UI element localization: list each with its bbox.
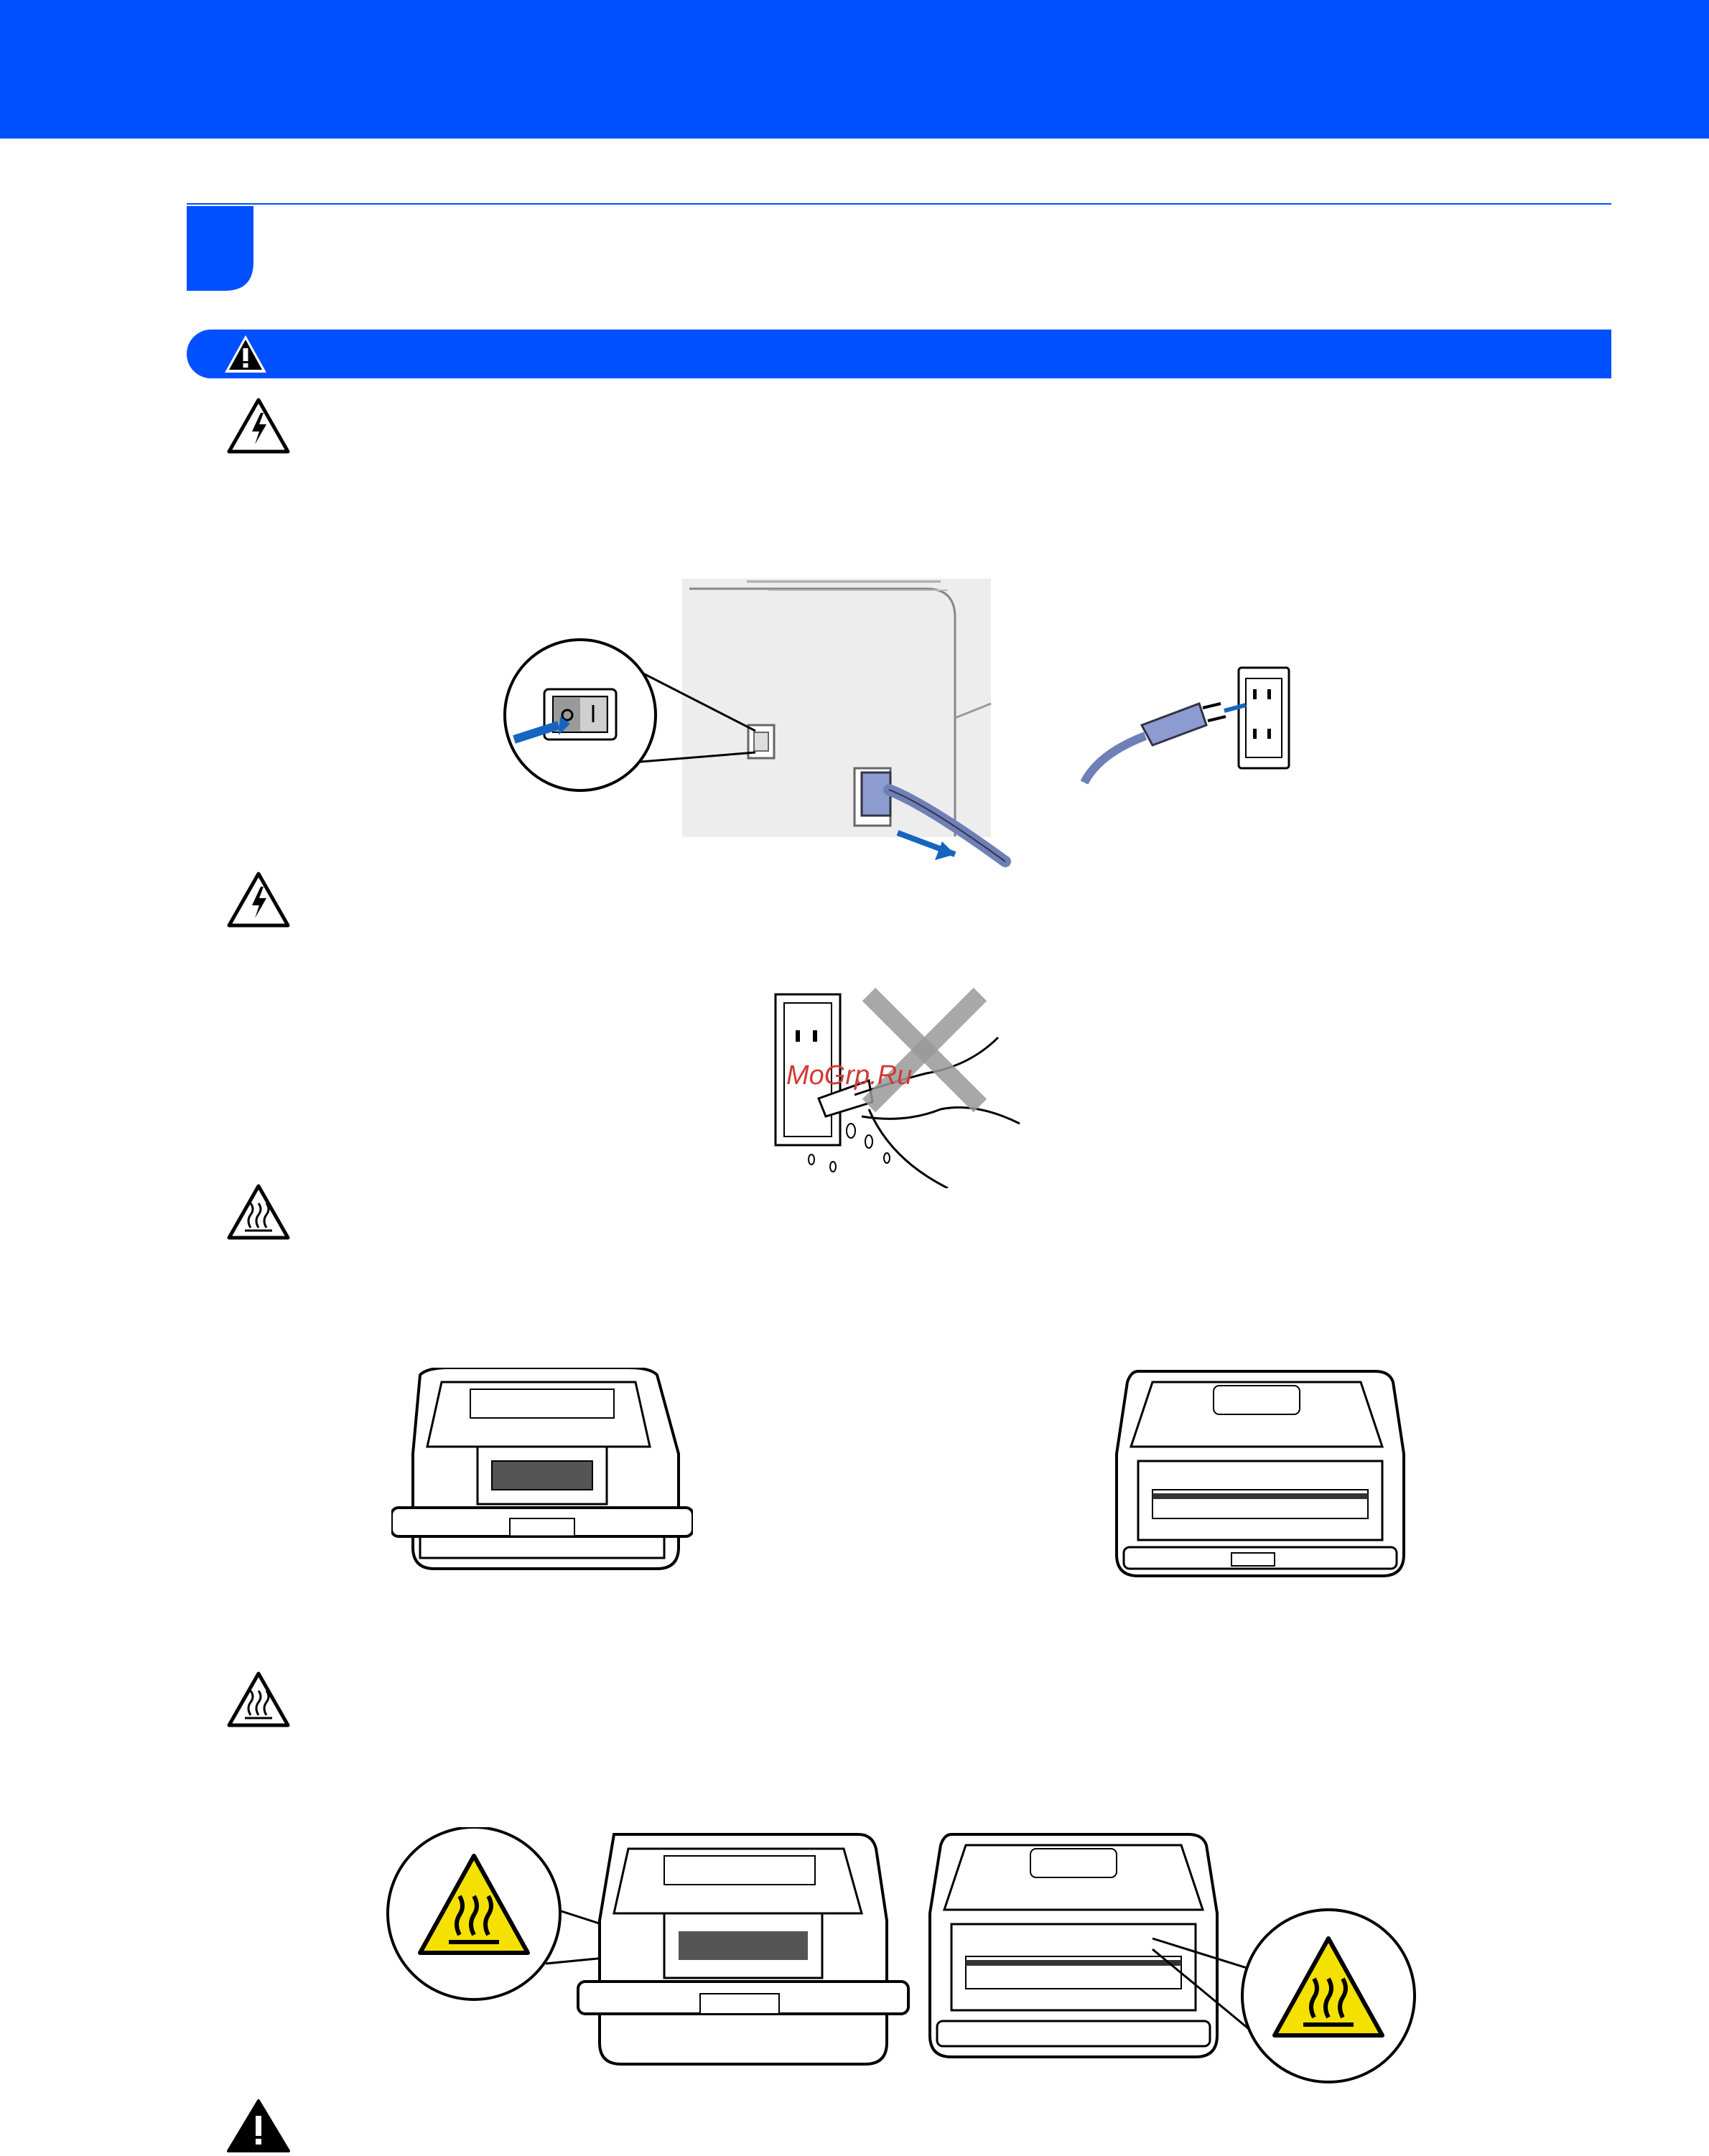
watermark-text: MoGrp.Ru — [786, 1060, 913, 1091]
section-tab — [187, 206, 253, 291]
printer-front-open-figure — [391, 1368, 693, 1572]
warning-bar — [187, 330, 1611, 378]
general-warning-icon — [226, 2099, 291, 2156]
warning-triangle-icon — [223, 332, 269, 379]
header-band — [0, 0, 1709, 139]
electric-shock-hazard-icon — [226, 871, 291, 928]
printer-back-open-figure — [1109, 1368, 1411, 1579]
hot-surface-hazard-icon — [226, 1671, 291, 1728]
hot-surface-hazard-icon — [226, 1183, 291, 1241]
electric-shock-hazard-icon — [226, 397, 291, 454]
section-rule — [187, 203, 1611, 205]
hot-label-printers-figure — [384, 1827, 1418, 2086]
power-off-figure — [495, 574, 1314, 876]
